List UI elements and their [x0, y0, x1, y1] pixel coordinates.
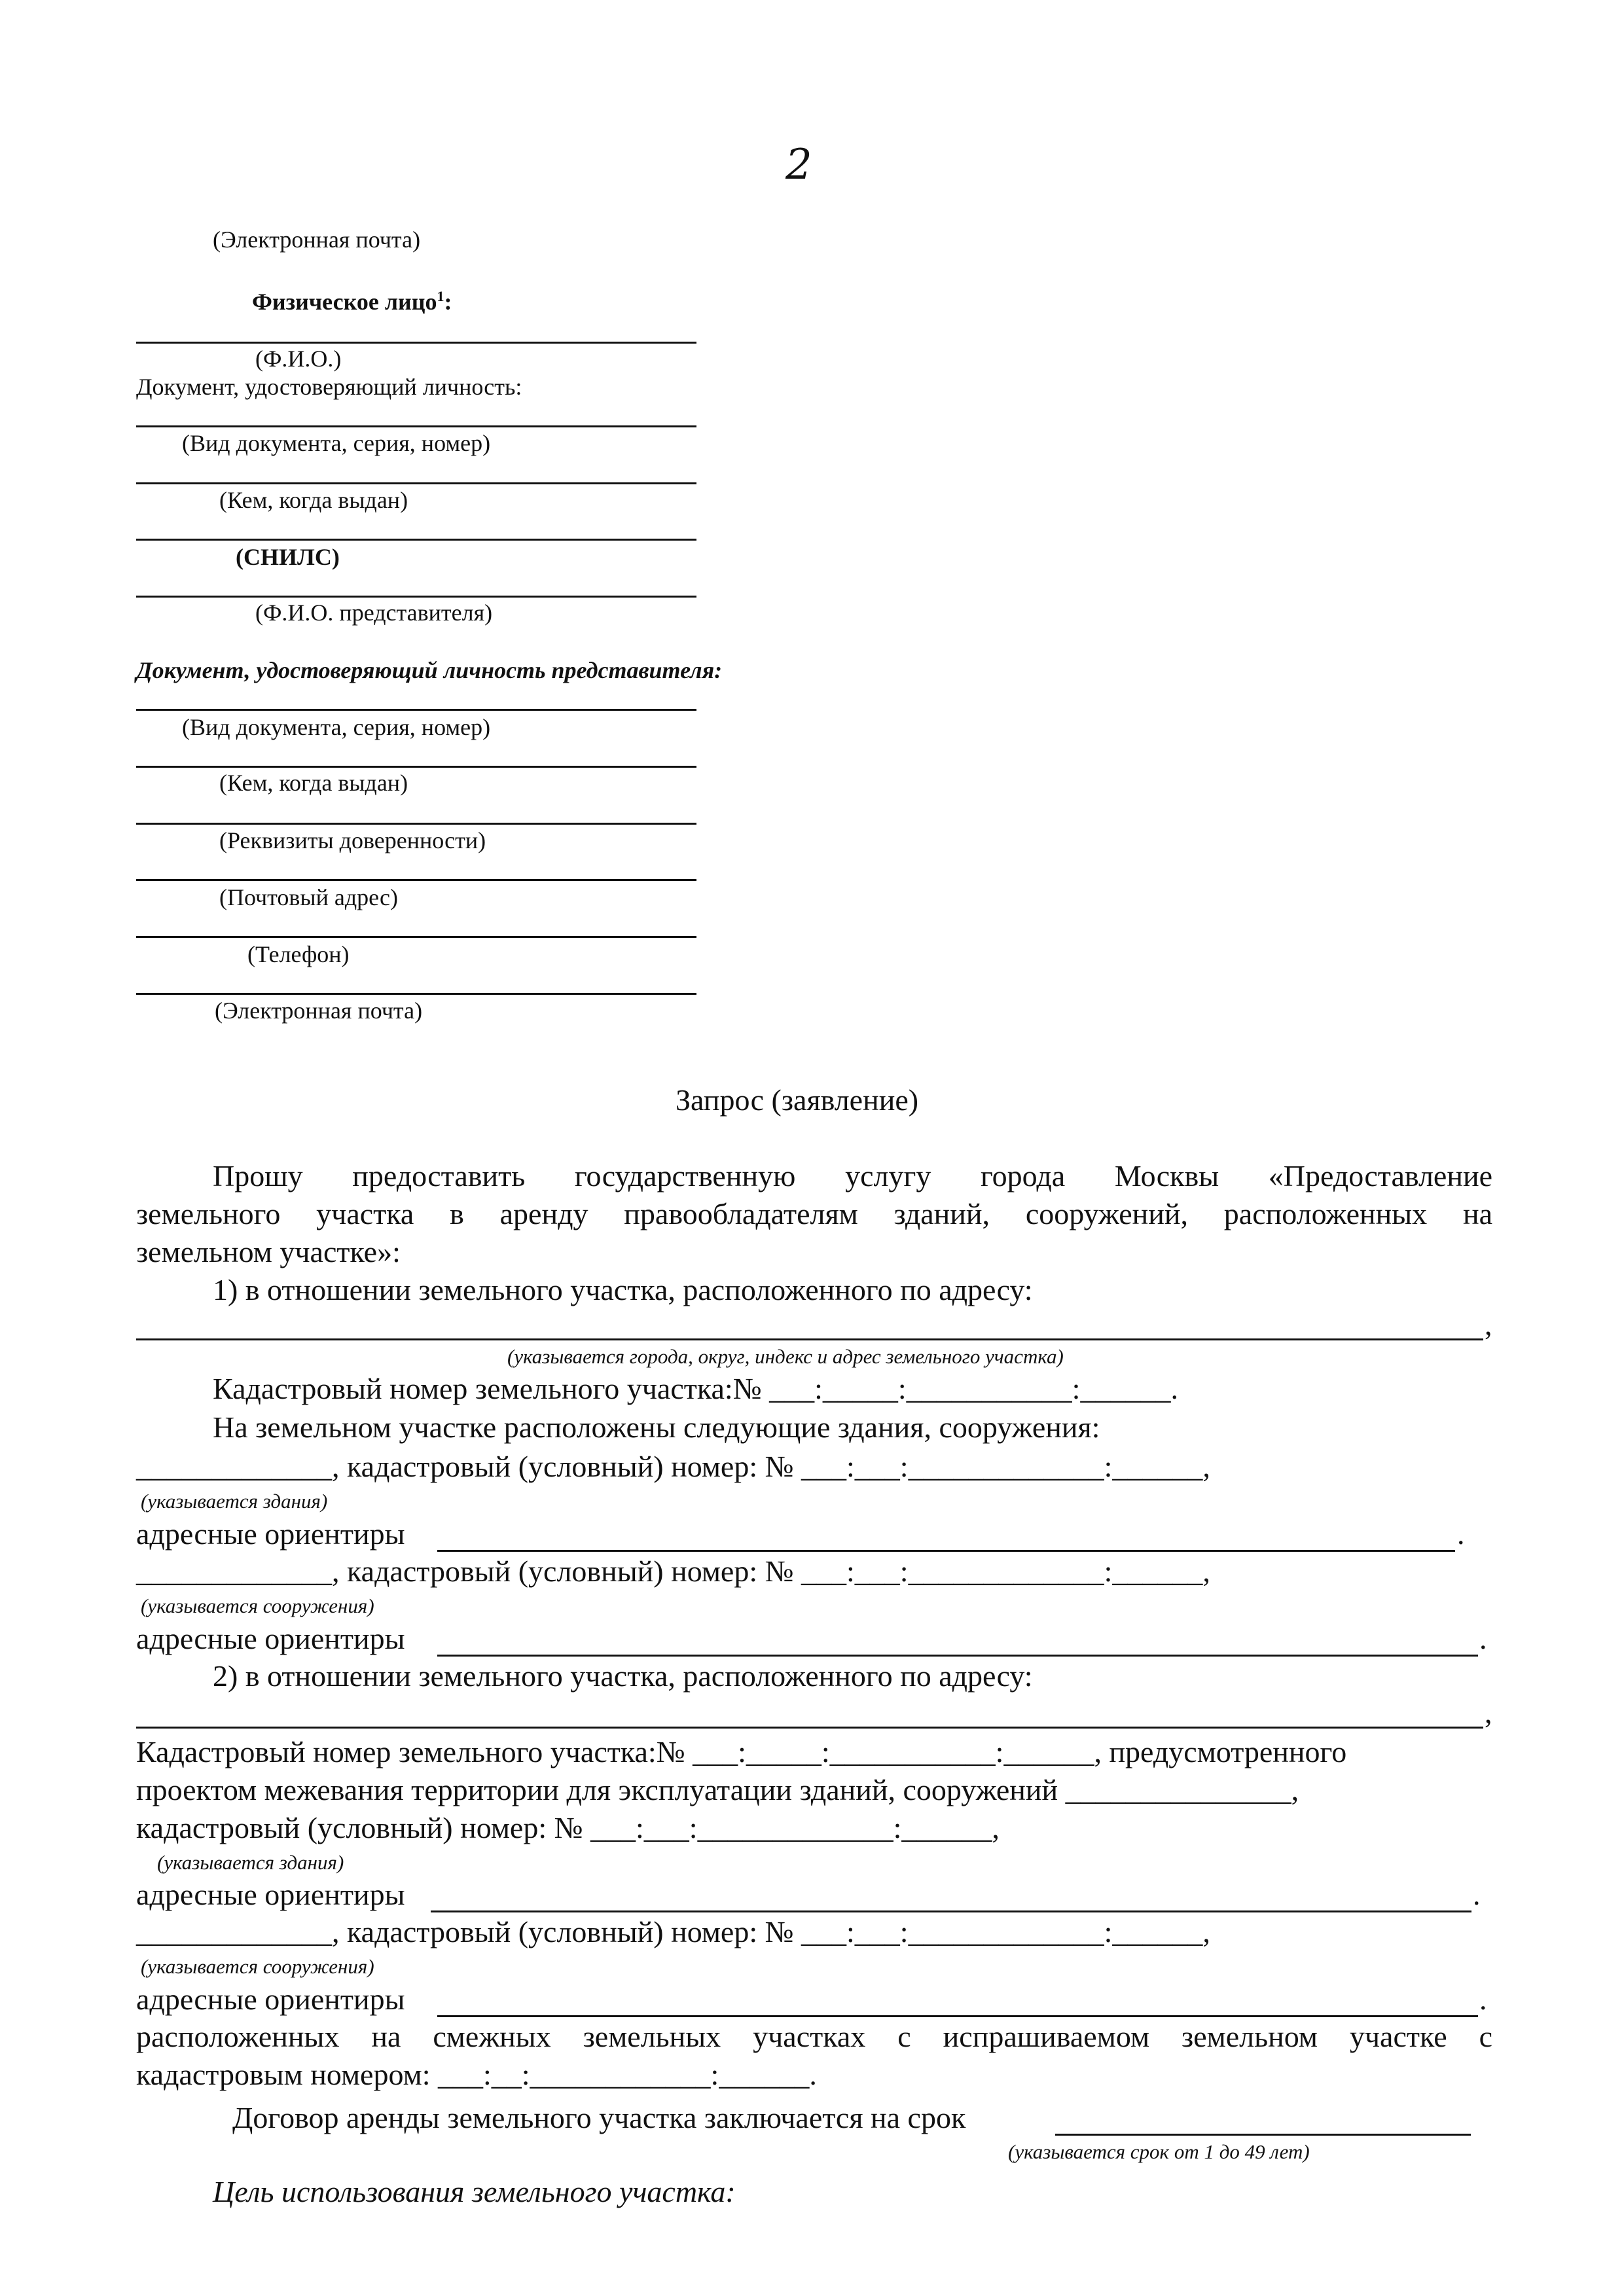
fio-label: (Ф.И.О.)	[255, 346, 342, 372]
individual-heading	[252, 288, 452, 315]
structure-cadastral-line-2: _____________, кадастровый (условный) номер: № ___:___:_____________:______,	[136, 1915, 1210, 1948]
doc-type-label: (Вид документа, серия, номер)	[182, 430, 491, 456]
doc-type-field-line[interactable]	[136, 425, 696, 427]
snils-label: (СНИЛС)	[236, 544, 340, 570]
page-number: 2	[785, 141, 812, 189]
address1-field-line[interactable]	[136, 1338, 1483, 1340]
addr-ref-label-1: адресные ориентиры	[136, 1517, 405, 1551]
purpose-label: Цель использования земельного участка:	[213, 2175, 736, 2208]
phone-label: (Телефон)	[247, 941, 350, 967]
id-document-heading: Документ, удостоверяющий личность:	[136, 374, 522, 400]
lease-term-field-line[interactable]	[1055, 2134, 1471, 2136]
phone-field-line[interactable]	[136, 936, 696, 938]
lease-term-note: (указывается срок от 1 до 49 лет)	[1008, 2140, 1310, 2163]
issued-by-field-line[interactable]	[136, 482, 696, 484]
para1-line1: Прошу предоставить государственную услугу города Москвы «Предоставление	[213, 1159, 1492, 1193]
structure-note-1: (указывается сооружения)	[141, 1594, 374, 1617]
address2-comma: ,	[1485, 1696, 1492, 1729]
rep-issued-by-field-line[interactable]	[136, 766, 696, 768]
building-note-1: (указывается здания)	[141, 1490, 328, 1513]
individual-heading-colon: :	[444, 289, 452, 315]
rep-doc-type-field-line[interactable]	[136, 709, 696, 711]
adjacent-line1: расположенных на смежных земельных участках с испрашиваемом земельном участке с	[136, 2020, 1492, 2053]
addr-ref-period-3: .	[1473, 1878, 1481, 1911]
addr-ref-label-3: адресные ориентиры	[136, 1878, 405, 1911]
structure-cadastral-line-1: _____________, кадастровый (условный) номер: № ___:___:_____________:______,	[136, 1554, 1210, 1588]
buildings-heading: На земельном участке расположены следующие здания, сооружения:	[213, 1410, 1100, 1444]
lease-term-label: Договор аренды земельного участка заключается на срок	[232, 2101, 966, 2134]
footnote-marker: 1	[437, 288, 444, 304]
address2-field-line[interactable]	[136, 1727, 1483, 1729]
rep-doc-type-label: (Вид документа, серия, номер)	[182, 714, 491, 740]
building-note-2: (указывается здания)	[157, 1851, 344, 1874]
postal-field-line[interactable]	[136, 879, 696, 881]
addr-ref-field-line-1[interactable]	[437, 1550, 1455, 1552]
item2-label: 2) в отношении земельного участка, расположенного по адресу:	[213, 1659, 1033, 1693]
project-line: проектом межевания территории для эксплуатации зданий, сооружений _______________,	[136, 1773, 1299, 1806]
poa-label: (Реквизиты доверенности)	[219, 827, 486, 853]
structure-note-2: (указывается сооружения)	[141, 1955, 374, 1978]
rep-fio-label: (Ф.И.О. представителя)	[255, 600, 493, 626]
address1-comma: ,	[1485, 1308, 1492, 1341]
addr-ref-period-2: .	[1479, 1622, 1487, 1655]
addr-ref-label-2: адресные ориентиры	[136, 1622, 405, 1655]
cadastral-conditional: кадастровый (условный) номер: № ___:___:_____________:______,	[136, 1811, 1000, 1844]
addr-ref-period-1: .	[1457, 1517, 1465, 1551]
addr-ref-field-line-3[interactable]	[431, 1910, 1471, 1912]
item1-label: 1) в отношении земельного участка, расположенного по адресу:	[213, 1273, 1033, 1306]
poa-field-line[interactable]	[136, 823, 696, 825]
email-label-top: (Электронная почта)	[213, 226, 421, 253]
rep-issued-by-label: (Кем, когда выдан)	[219, 770, 408, 796]
rep-document-heading: Документ, удостоверяющий личность представителя:	[136, 657, 723, 683]
email-field-line[interactable]	[136, 993, 696, 995]
individual-heading-text: Физическое лицо	[252, 289, 437, 315]
building-cadastral-line-1: _____________, кадастровый (условный) номер: № ___:___:_____________:______,	[136, 1450, 1210, 1483]
fio-field-line[interactable]	[136, 342, 696, 344]
addr-ref-field-line-2[interactable]	[437, 1655, 1478, 1657]
para1-line2: земельного участка в аренду правообладателям зданий, сооружений, расположенных на	[136, 1197, 1492, 1230]
address-note: (указывается города, округ, индекс и адрес земельного участка)	[507, 1345, 1064, 1368]
email-label: (Электронная почта)	[215, 997, 423, 1024]
addr-ref-label-4: адресные ориентиры	[136, 1982, 405, 2016]
para1-line3: земельном участке»:	[136, 1235, 401, 1268]
rep-fio-field-line[interactable]	[136, 596, 696, 598]
adjacent-line2: кадастровым номером: ___:__:____________:______.	[136, 2058, 817, 2091]
cadastral-number-1: Кадастровый номер земельного участка:№ ___:_____:___________:______.	[213, 1372, 1178, 1405]
snils-field-line[interactable]	[136, 539, 696, 541]
cadastral-number-2: Кадастровый номер земельного участка:№ ___:_____:___________:______, предусмотренного	[136, 1735, 1347, 1768]
addr-ref-period-4: .	[1479, 1982, 1487, 2016]
issued-by-label: (Кем, когда выдан)	[219, 487, 408, 513]
addr-ref-field-line-4[interactable]	[437, 2015, 1478, 2017]
request-title: Запрос (заявление)	[676, 1083, 919, 1117]
postal-label: (Почтовый адрес)	[219, 884, 399, 910]
